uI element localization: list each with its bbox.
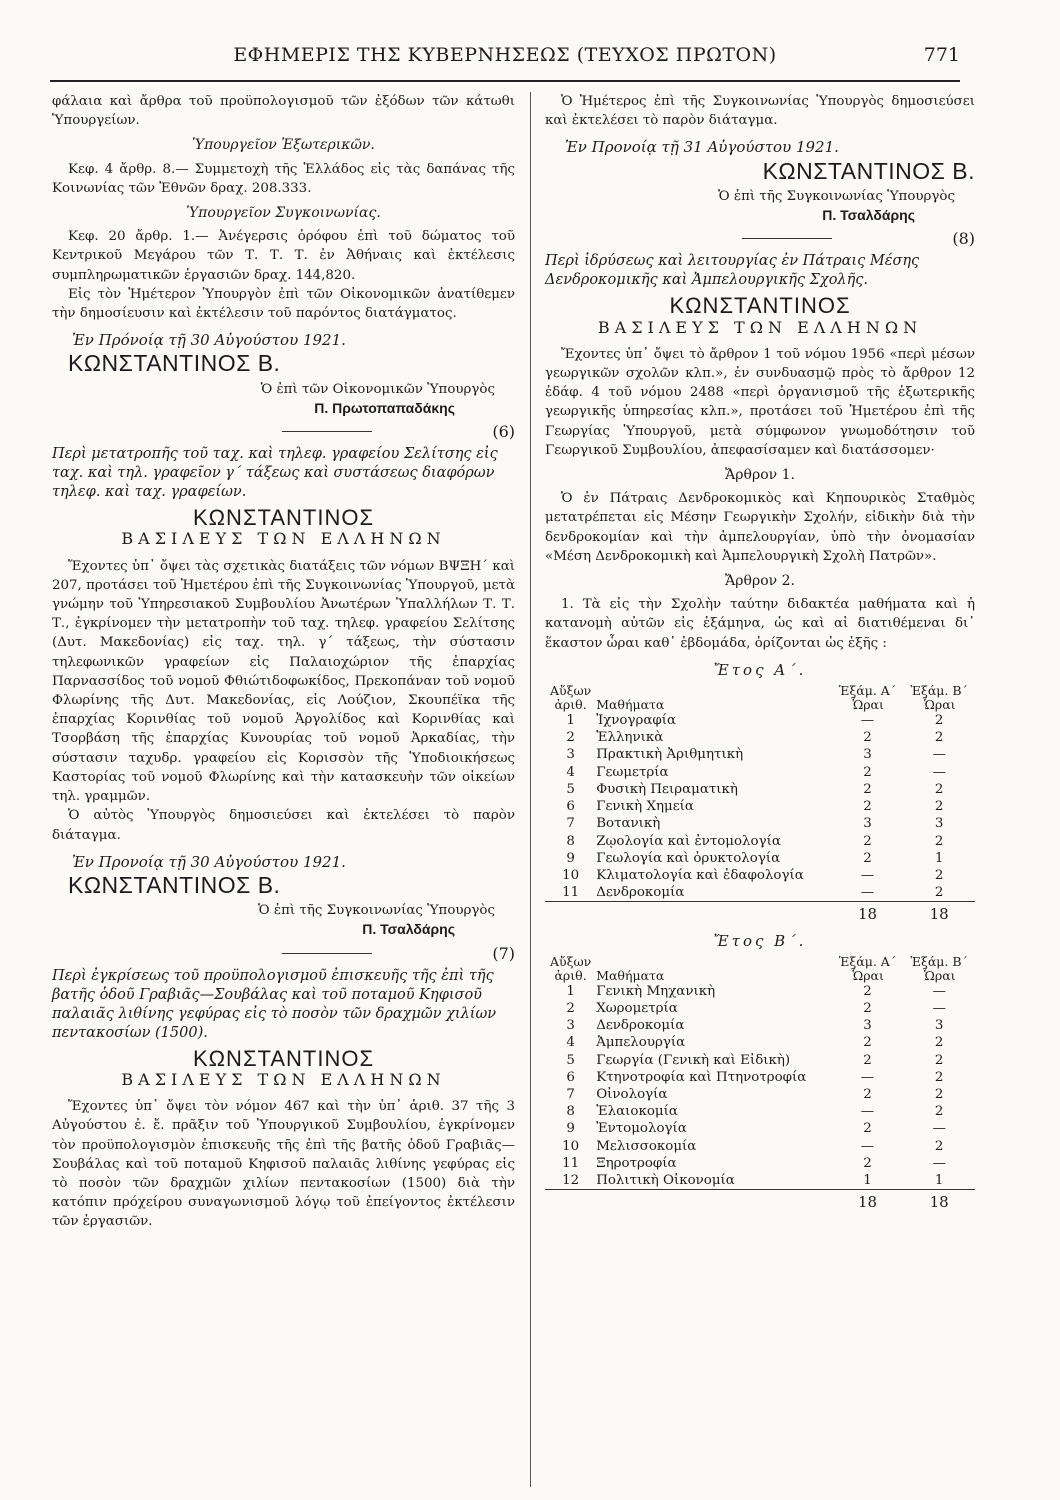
row-hours-sem-b: —: [932, 1000, 946, 1016]
decree-number-8: (8): [545, 229, 975, 248]
row-number: 9: [566, 850, 575, 866]
table-row: [545, 1138, 975, 1155]
page-number: 771: [923, 44, 960, 66]
table-row: [545, 867, 975, 884]
separator-rule: [282, 431, 372, 432]
table-row: [545, 764, 975, 781]
total-sem-a: 18: [832, 902, 904, 924]
row-hours-sem-b: —: [932, 1155, 946, 1171]
row-hours-sem-a: 2: [863, 781, 872, 797]
table-total-row: [545, 902, 975, 924]
row-hours-sem-b: 2: [934, 730, 944, 746]
table-row: [545, 1172, 975, 1190]
total-sem-a: 18: [832, 1190, 904, 1212]
table-row: [545, 1103, 975, 1120]
col-header-sem-a: Ἑξάμ. Α´ Ὧραι: [838, 683, 897, 713]
column-divider: [530, 92, 531, 1487]
table-row: [545, 833, 975, 850]
page-header: [50, 40, 960, 82]
row-subject: Γεωργία (Γενικὴ καὶ Εἰδικὴ): [596, 1052, 791, 1068]
row-number: 11: [562, 1155, 580, 1171]
row-subject: Ἐντομολογία: [596, 1121, 687, 1137]
row-hours-sem-a: —: [860, 1104, 875, 1120]
left-intro-text: φάλαια καὶ ἄρθρα τοῦ προϋπολογισμοῦ τῶν ἐξόδων τῶν κάτωθι Ὑπουργείων.: [52, 94, 515, 129]
row-hours-sem-b: 2: [934, 781, 944, 797]
decree-body-7: Ἔχοντες ὑπ᾿ ὄψει τὸν νόμον 467 καὶ τὴν ὑπ᾿ ἀριθ. 37 τῆς 3 Αὐγούστου ἐ. ἔ. πρᾶξιν τοῦ Ὑπουργικοῦ Συμβουλίου, ἐγκρίνομεν τὸν προϋπολογισμὸν ἐπισκευῆς τῆς ἐπὶ τῆς βατῆς ὁδοῦ Γραβιᾶς—Σουβάλας καὶ τοῦ ποταμοῦ Κηφισοῦ παλαιᾶς λιθίνης γεφύρας εἰς τὸ ποσὸν τῶν δραχμῶν χιλίων πεντακοσίων (1500) διὰ τὴν κατόπιν πρόχείρου συναγωνισμοῦ λόγῳ τοῦ ἐπείγοντος ἐκτέλεσιν τῶν ἐργασιῶν.: [52, 1099, 515, 1230]
decree-number-7: (7): [52, 944, 515, 963]
row-hours-sem-a: 2: [863, 1000, 872, 1016]
row-number: 5: [566, 781, 575, 797]
row-hours-sem-b: 2: [934, 1035, 944, 1051]
king-heading-7: ΚΩΝΣΤΑΝΤΙΝΟΣ: [192, 1045, 375, 1071]
row-subject: Γεωλογία καὶ ὀρυκτολογία: [596, 850, 781, 866]
dateline-2: Ἐν Προνοίᾳ τῇ 30 Αὐγούστου 1921.: [72, 852, 346, 871]
row-hours-sem-a: 2: [863, 1035, 872, 1051]
row-number: 6: [566, 1069, 575, 1085]
row-hours-sem-a: 3: [863, 1018, 872, 1034]
row-number: 12: [562, 1172, 580, 1188]
minister-name-1: Π. Πρωτοπαπαδάκης: [314, 399, 455, 416]
row-hours-sem-a: 2: [863, 1086, 872, 1102]
minister-title-3: Ὁ ἐπὶ τῆς Συγκοινωνίας Ὑπουργὸς: [718, 188, 955, 204]
table-row: [545, 798, 975, 815]
ministry-heading-communications: Ὑπουργεῖον Συγκοινωνίας.: [186, 205, 381, 222]
table-row: [545, 781, 975, 798]
row-number: 2: [566, 1000, 575, 1016]
row-hours-sem-b: 2: [934, 1069, 944, 1085]
row-subject: Γενικὴ Μηχανικὴ: [596, 983, 716, 999]
col-header-subject: Μαθήματα: [596, 967, 665, 983]
year-b-heading: Ἔτος Β´.: [713, 931, 807, 950]
table-row: [545, 712, 975, 729]
row-subject: Πολιτικὴ Οἰκονομία: [596, 1172, 735, 1188]
king-subheading-8: ΒΑΣΙΛΕΥΣ ΤΩΝ ΕΛΛΗΝΩΝ: [597, 317, 923, 337]
table-row: [545, 850, 975, 867]
minister-title-2: Ὁ ἐπὶ τῆς Συγκοινωνίας Ὑπουργὸς: [258, 903, 495, 919]
minister-title-1: Ὁ ἐπὶ τῶν Οἰκονομικῶν Ὑπουργὸς: [260, 381, 495, 397]
row-subject: Βοτανικὴ: [596, 816, 661, 832]
row-number: 2: [566, 730, 575, 746]
row-number: 8: [566, 1104, 575, 1120]
table-row: [545, 1052, 975, 1069]
row-hours-sem-b: —: [932, 764, 946, 780]
row-subject: Φυσικὴ Πειραματικὴ: [596, 781, 738, 797]
row-hours-sem-a: 2: [863, 983, 872, 999]
decree-subject-6: Περὶ μετατροπῆς τοῦ ταχ. καὶ τηλεφ. γραφείου Σελίτσης εἰς ταχ. καὶ τηλ. γραφεῖον γ´ τάξεως καὶ συστάσεως διαφόρων τηλεφ. καὶ ταχ. γραφείων.: [52, 446, 498, 501]
article-1-text: Ὁ ἐν Πάτραις Δενδροκομικὸς καὶ Κηπουρικὸς Σταθμὸς μετατρέπεται εἰς Μέσην Γεωργικὴν Σχολήν, εἰδικὴν διὰ τὴν δενδροκομίαν καὶ τὴν ἀμπελουργίαν, ὑπὸ τὴν ὀνομασίαν «Μέση Δενδροκομικὴ καὶ Ἀμπελουργικὴ Σχολὴ Πατρῶν».: [545, 491, 975, 564]
row-hours-sem-b: 2: [934, 713, 944, 729]
row-subject: Ζῳολογία καὶ ἐντομολογία: [596, 833, 781, 849]
row-hours-sem-a: 2: [863, 1052, 872, 1068]
row-hours-sem-a: 3: [863, 747, 872, 763]
execution-clause: Εἰς τὸν Ἡμέτερον Ὑπουργὸν ἐπὶ τῶν Οἰκονομικῶν ἀνατίθεμεν τὴν δημοσίευσιν καὶ ἐκτέλεσιν τοῦ παρόντος διατάγματος.: [52, 286, 515, 322]
row-number: 7: [566, 1086, 575, 1102]
col-header-sem-a: Ἑξάμ. Α´ Ὧραι: [838, 953, 897, 983]
table-row: [545, 1000, 975, 1017]
decree-body-6: Ἔχοντες ὑπ᾿ ὄψει τὰς σχετικὰς διατάξεις τῶν νόμων ΒΨΞΗ´ καὶ 207, προτάσει τοῦ Ἡμετέρου ἐπὶ τῆς Συγκοινωνίας Ὑπουργοῦ, μετὰ γνώμην τοῦ Ὑπηρεσιακοῦ Συμβουλίου Ἀνωτέρων Ὑπαλλήλων Τ. Τ. Τ., ἐγκρίνομεν τὴν μετατροπὴν τοῦ ταχ. τηλεφ. γραφείου Σελίτσης (Δυτ. Μακεδονίας) εἰς ταχ. τηλ. γ´ τάξεως, τὴν σύστασιν τηλεφωνικῶν γραφείων εἰς Παλαιοχώριον τῆς ἐπαρχίας Παρνασσίδος τοῦ νομοῦ Φθιώτιδοφωκίδος, Πρεκοπάναν τοῦ νομοῦ Φλωρίνης τῆς Δυτ. Μακεδονίας, εἰς Λούζιον, Σκουπέϊκα τῆς ἐπαρχίας Κορινθίας τοῦ νομοῦ Ἀργολίδος καὶ Κορινθίας καὶ Τσορβάση τῆς ἐπαρχίας Κυνουρίας τοῦ νομοῦ Ἀρκαδίας, τὴν σύστασιν ταχυδρ. γραφείου εἰς Κορισσὸν τῆς Ὑποδιοικήσεως Καστορίας τοῦ νομοῦ Φλωρίνης καὶ τὴν κατασκευὴν τῶν οἰκείων τηλ. γραμμῶν.: [52, 558, 515, 805]
col-header-num: Αὔξων ἀριθ.: [549, 683, 592, 713]
row-subject: Γεωμετρία: [596, 764, 669, 780]
king-heading-8: ΚΩΝΣΤΑΝΤΙΝΟΣ: [669, 293, 851, 319]
total-spacer: [596, 902, 831, 924]
table-row: [545, 1120, 975, 1137]
row-hours-sem-a: —: [860, 867, 875, 883]
row-hours-sem-b: 2: [934, 1086, 944, 1102]
total-spacer: [545, 1190, 596, 1212]
col-header-sem-b: Ἑξάμ. Β´ Ὧραι: [910, 683, 968, 713]
table-row: [545, 1069, 975, 1086]
row-subject: Ἰχνογραφία: [596, 713, 677, 729]
decree-subject-8: Περὶ ἱδρύσεως καὶ λειτουργίας ἐν Πάτραις Μέσης Δενδροκομικῆς καὶ Ἀμπελουργικῆς Σχολῆς.: [545, 253, 920, 289]
row-subject: Ἑλληνικὰ: [596, 730, 664, 746]
king-signature-2: ΚΩΝΣΤΑΝΤΙΝΟΣ Β.: [68, 871, 281, 898]
gazette-title: ΕΦΗΜΕΡΙΣ ΤΗΣ ΚΥΒΕΡΝΗΣΕΩΣ (ΤΕΥΧΟΣ ΠΡΩΤΟΝ): [233, 44, 777, 66]
table-row: [545, 746, 975, 763]
row-hours-sem-a: 2: [863, 1121, 872, 1137]
minister-name-2: Π. Τσαλδάρης: [362, 921, 455, 938]
row-number: 8: [566, 833, 575, 849]
article-1-heading: Ἄρθρον 1.: [725, 467, 795, 484]
row-number: 1: [566, 713, 575, 729]
king-signature-3: ΚΩΝΣΤΑΝΤΙΝΟΣ Β.: [762, 157, 975, 184]
row-hours-sem-a: 2: [863, 764, 872, 780]
budget-item-foreign: Κεφ. 4 ἄρθρ. 8.— Συμμετοχὴ τῆς Ἑλλάδος εἰς τὰς δαπάνας τῆς Κοινωνίας τῶν Ἐθνῶν δραχ. 208.333.: [52, 161, 515, 196]
total-spacer: [545, 902, 596, 924]
row-subject: Γενικὴ Χημεία: [596, 799, 694, 815]
article-2-heading: Ἄρθρον 2.: [725, 573, 795, 590]
table-row: [545, 1086, 975, 1103]
table-row: [545, 884, 975, 902]
lessons-table-year-b: [545, 955, 975, 1212]
table-total-row: [545, 1190, 975, 1212]
row-subject: Πρακτικὴ Ἀριθμητικὴ: [596, 747, 744, 763]
row-hours-sem-a: —: [860, 1138, 875, 1154]
row-number: 9: [566, 1121, 575, 1137]
dateline-3: Ἐν Προνοίᾳ τῇ 31 Αὐγούστου 1921.: [565, 138, 839, 157]
row-hours-sem-b: —: [932, 983, 946, 999]
row-number: 7: [566, 816, 575, 832]
separator-rule: [282, 953, 372, 954]
dateline-1: Ἐν Πρόνοίᾳ τῇ 30 Αὐγούστου 1921.: [72, 331, 346, 350]
row-hours-sem-a: 2: [863, 799, 872, 815]
row-hours-sem-a: 2: [863, 1155, 872, 1171]
row-number: 1: [566, 983, 575, 999]
row-hours-sem-a: 2: [863, 730, 872, 746]
row-hours-sem-b: 2: [934, 799, 944, 815]
row-hours-sem-a: —: [860, 885, 875, 901]
table-row: [545, 1017, 975, 1034]
row-hours-sem-a: —: [860, 1069, 875, 1085]
ministry-heading-foreign: Ὑπουργεῖον Ἐξωτερικῶν.: [192, 137, 375, 154]
table-row: [545, 1034, 975, 1051]
row-hours-sem-b: 3: [934, 1018, 944, 1034]
table-row: [545, 983, 975, 1000]
king-subheading-6: ΒΑΣΙΛΕΥΣ ΤΩΝ ΕΛΛΗΝΩΝ: [121, 529, 446, 549]
row-subject: Κλιματολογία καὶ ἐδαφολογία: [596, 867, 804, 883]
row-subject: Δενδροκομία: [596, 885, 685, 901]
row-hours-sem-b: —: [932, 747, 946, 763]
total-spacer: [596, 1190, 831, 1212]
row-number: 10: [562, 867, 580, 883]
row-subject: Δενδροκομία: [596, 1018, 685, 1034]
row-number: 11: [562, 885, 580, 901]
row-number: 10: [562, 1138, 580, 1154]
separator-rule: [742, 238, 832, 239]
king-heading-6: ΚΩΝΣΤΑΝΤΙΝΟΣ: [192, 505, 375, 531]
row-hours-sem-b: 2: [934, 833, 944, 849]
row-hours-sem-b: 3: [934, 816, 944, 832]
row-hours-sem-b: 2: [934, 1104, 944, 1120]
budget-item-communications: Κεφ. 20 ἄρθρ. 1.— Ἀνέγερσις ὀρόφου ἐπὶ τοῦ δώματος τοῦ Κεντρικοῦ Μεγάρου τῶν Τ. Τ. Τ. ἐν Ἀθήναις καὶ ἐκτέλεσις συμπληρωματικῶν ἐργασιῶν δραχ. 144,820.: [52, 229, 515, 283]
total-sem-b: 18: [903, 1190, 975, 1212]
row-subject: Ξηροτροφία: [596, 1155, 677, 1171]
king-subheading-7: ΒΑΣΙΛΕΥΣ ΤΩΝ ΕΛΛΗΝΩΝ: [121, 1069, 446, 1089]
row-hours-sem-b: 1: [934, 1172, 944, 1188]
row-number: 6: [566, 799, 575, 815]
col-header-subject: Μαθήματα: [596, 697, 665, 713]
right-column: [545, 92, 975, 1211]
decree-body-8: Ἔχοντες ὑπ᾿ ὄψει τὸ ἄρθρον 1 τοῦ νόμου 1956 «περὶ μέσων γεωργικῶν σχολῶν κλπ.», ἐν συνδυασμῷ πρὸς τὸ ἄρθρον 12 ἐδάφ. 4 τοῦ νόμου 2488 «περὶ ὀργανισμοῦ τῆς ἐξωτερικῆς γεωργικῆς ὑπηρεσίας κλπ.», προτάσει τοῦ Ἡμετέρου ἐπὶ τῆς Γεωργίας Ὑπουργοῦ, μετὰ σύμφωνον γνωμοδότησιν τοῦ Γεωργικοῦ Συμβουλίου, ἀπεφασίσαμεν καὶ διατάσσομεν·: [545, 346, 975, 458]
table-row: [545, 729, 975, 746]
row-subject: Χωρομετρία: [596, 1000, 678, 1016]
col-header-sem-b: Ἑξάμ. Β´ Ὧραι: [910, 953, 968, 983]
row-number: 5: [566, 1052, 575, 1068]
row-hours-sem-a: 2: [863, 850, 872, 866]
row-subject: Οἰνολογία: [596, 1086, 668, 1102]
row-number: 4: [566, 1035, 575, 1051]
right-intro-text: Ὁ Ἡμέτερος ἐπὶ τῆς Συγκοινωνίας Ὑπουργὸς δημοσιεύσει καὶ ἐκτελέσει τὸ παρὸν διάταγμα.: [545, 94, 975, 129]
row-hours-sem-b: 2: [934, 867, 944, 883]
year-a-heading: Ἔτος Α´.: [713, 660, 807, 679]
king-signature-1: ΚΩΝΣΤΑΝΤΙΝΟΣ Β.: [68, 350, 281, 377]
decree-number-6: (6): [52, 422, 515, 441]
decree-closing-6: Ὁ αὐτὸς Ὑπουργὸς δημοσιεύσει καὶ ἐκτελέσει τὸ παρὸν διάταγμα.: [52, 808, 515, 843]
row-hours-sem-b: 2: [934, 1138, 944, 1154]
row-number: 4: [566, 764, 575, 780]
row-hours-sem-a: —: [860, 713, 875, 729]
col-header-num: Αὔξων ἀριθ.: [549, 953, 592, 983]
table-row: [545, 815, 975, 832]
row-subject: Ἀμπελουργία: [596, 1035, 686, 1051]
decree-subject-7: Περὶ ἐγκρίσεως τοῦ προϋπολογισμοῦ ἐπισκευῆς τῆς ἐπὶ τῆς βατῆς ὁδοῦ Γραβιᾶς—Σουβάλας καὶ τοῦ ποταμοῦ Κηφισοῦ παλαιᾶς λιθίνης γεφύρας εἰς τὸ ποσὸν τῶν δραχμῶν χιλίων πεντακοσίων (1500).: [52, 967, 497, 1041]
row-number: 3: [566, 747, 575, 763]
row-hours-sem-a: 2: [863, 833, 872, 849]
row-subject: Μελισσοκομία: [596, 1138, 697, 1154]
row-hours-sem-b: 1: [934, 850, 944, 866]
row-hours-sem-b: —: [932, 1121, 946, 1137]
row-hours-sem-a: 1: [863, 1172, 872, 1188]
row-hours-sem-b: 2: [934, 885, 944, 901]
row-number: 3: [566, 1018, 575, 1034]
row-subject: Κτηνοτροφία καὶ Πτηνοτροφία: [596, 1069, 807, 1085]
table-row: [545, 1155, 975, 1172]
total-sem-b: 18: [903, 902, 975, 924]
row-subject: Ἐλαιοκομία: [596, 1104, 678, 1120]
minister-name-3: Π. Τσαλδάρης: [822, 207, 915, 224]
lessons-table-year-a: [545, 684, 975, 923]
article-2-text: 1. Τὰ εἰς τὴν Σχολὴν ταύτην διδακτέα μαθήματα καὶ ἡ κατανομὴ αὐτῶν εἰς ἑξάμηνα, ὡς καὶ αἱ διατιθέμεναι δι᾿ ἕκαστον ὧραι καθ᾿ ἑβδομάδα, ὁρίζονται ὡς ἑξῆς :: [545, 597, 975, 651]
row-hours-sem-b: 2: [934, 1052, 944, 1068]
left-column: [52, 92, 515, 1232]
row-hours-sem-a: 3: [863, 816, 872, 832]
